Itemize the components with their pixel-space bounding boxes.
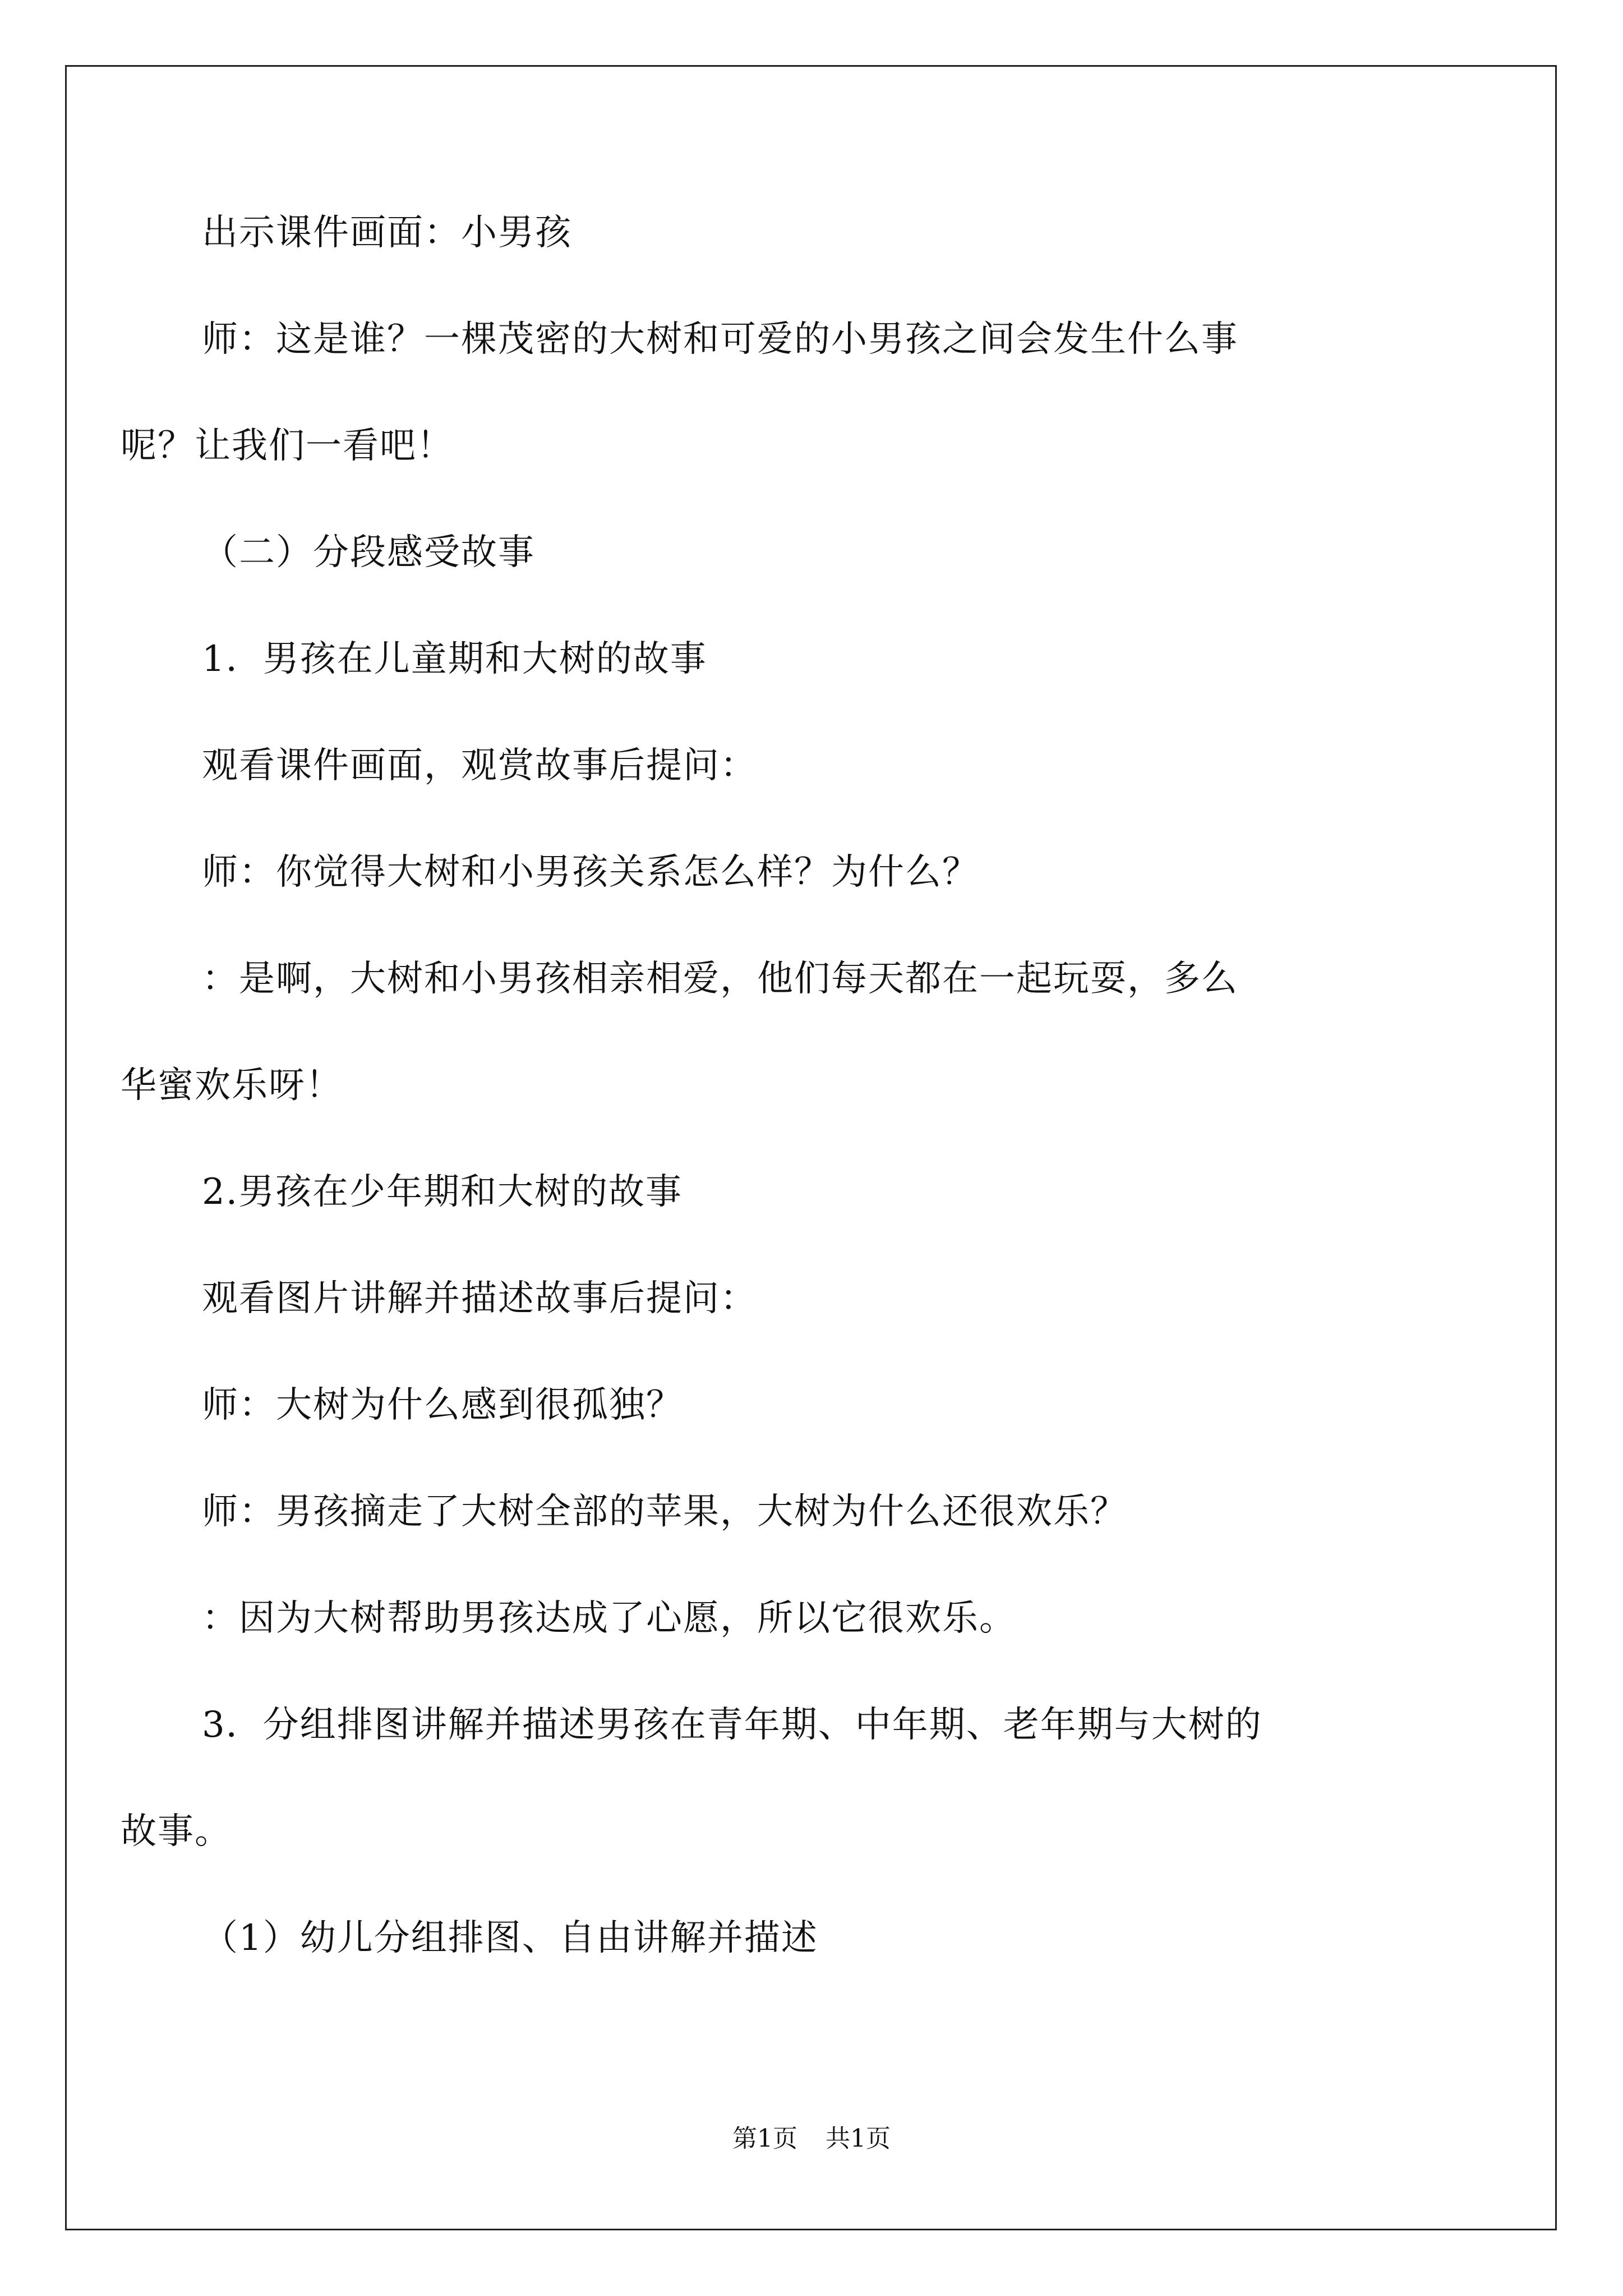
text-line: 师：大树为什么感到很孤独？ [202, 1384, 683, 1426]
subsection-heading: 2.男孩在少年期和大树的故事 [202, 1171, 683, 1213]
text-line: 故事。 [121, 1811, 232, 1852]
text-line: 师：你觉得大树和小男孩关系怎么样？为什么？ [202, 852, 979, 893]
page-number: 第1页 [732, 2124, 797, 2153]
text-line: 观看图片讲解并描述故事后提问： [202, 1278, 757, 1319]
text-line: （1）幼儿分组排图、自由讲解并描述 [202, 1917, 818, 1959]
subsection-heading: 1．男孩在儿童期和大树的故事 [202, 638, 707, 680]
page-total: 共1页 [826, 2124, 891, 2153]
text-line: ：因为大树帮助男孩达成了心愿，所以它很欢乐。 [202, 1598, 1016, 1639]
text-line: 师：这是谁？一棵茂密的大树和可爱的小男孩之间会发生什么事 [202, 319, 1238, 360]
text-line: 呢？让我们一看吧！ [121, 425, 454, 467]
section-heading: （二）分段感受故事 [202, 532, 535, 573]
subsection-heading: 3．分组排图讲解并描述男孩在青年期、中年期、老年期与大树的 [202, 1704, 1262, 1746]
text-line: 出示课件画面：小男孩 [202, 212, 572, 254]
page-border [65, 65, 1557, 2230]
text-line: 华蜜欢乐呀！ [121, 1065, 343, 1106]
text-line: ：是啊，大树和小男孩相亲相爱，他们每天都在一起玩耍，多么 [202, 958, 1238, 1000]
page-footer [0, 2123, 1623, 2155]
text-line: 师：男孩摘走了大树全部的苹果，大树为什么还很欢乐？ [202, 1491, 1127, 1533]
text-line: 观看课件画面，观赏故事后提问： [202, 745, 757, 786]
